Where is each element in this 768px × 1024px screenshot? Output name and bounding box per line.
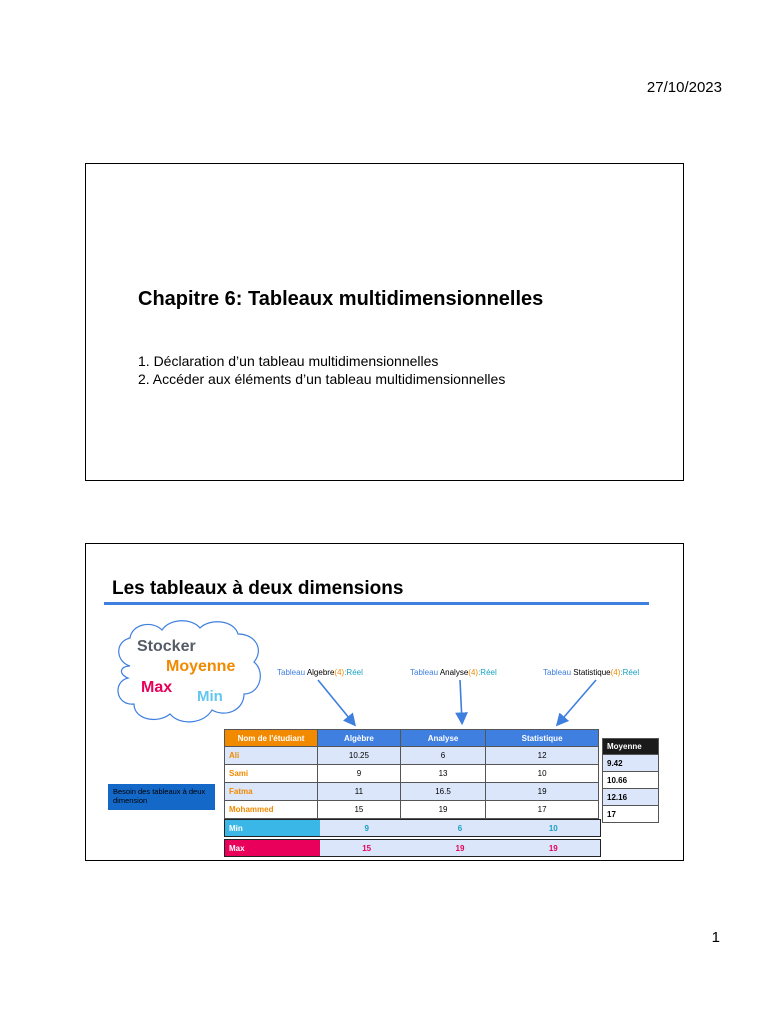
student-name: Ali — [225, 747, 318, 765]
moyenne-value: 12.16 — [603, 789, 659, 806]
min-analyse: 6 — [413, 820, 506, 836]
moyenne-value: 17 — [603, 806, 659, 823]
arrow-algebre-icon — [318, 680, 354, 724]
label-paren-close: ) — [341, 668, 345, 677]
cell-statistique: 19 — [486, 783, 599, 801]
slide-1 — [85, 163, 684, 481]
moyenne-table — [602, 738, 659, 823]
header-algebre: Algèbre — [318, 730, 401, 747]
cloud-word-min: Min — [197, 688, 223, 705]
arrow-statistique-icon — [558, 680, 596, 724]
header-date: 27/10/2023 — [646, 79, 722, 96]
moyenne-value: 10.66 — [603, 772, 659, 789]
student-name: Mohammed — [225, 801, 318, 819]
cell-algebre: 9 — [318, 765, 401, 783]
header-statistique: Statistique — [486, 730, 599, 747]
max-label: Max — [225, 840, 320, 856]
table-row — [225, 747, 599, 765]
min-label: Min — [225, 820, 320, 836]
page-number: 1 — [711, 929, 720, 946]
label-type: :Réel — [344, 668, 363, 677]
label-keyword: Tableau — [277, 668, 306, 677]
slide-1-item-1: 1. Déclaration d’un tableau multidimensionnelles — [138, 353, 439, 369]
cloud-word-moyenne: Moyenne — [166, 658, 236, 675]
min-algebre: 9 — [320, 820, 413, 836]
label-size: 4 — [470, 668, 476, 677]
label-paren-open: ( — [334, 668, 338, 677]
cell-algebre: 15 — [318, 801, 401, 819]
label-paren-close: ) — [617, 668, 621, 677]
cell-analyse: 16.5 — [400, 783, 485, 801]
table-header-row — [225, 730, 599, 747]
label-paren-open: ( — [468, 668, 471, 677]
label-paren-open: ( — [610, 668, 614, 677]
label-keyword: Tableau — [410, 668, 439, 677]
arrow-analyse-icon — [460, 680, 462, 722]
slide-1-item-2: 2. Accéder aux éléments d’un tableau multidimensionnelles — [138, 371, 506, 387]
label-size: 4 — [613, 668, 618, 677]
cell-statistique: 10 — [486, 765, 599, 783]
max-statistique: 19 — [507, 840, 600, 856]
cloud-word-stocker: Stocker — [137, 638, 196, 655]
note-box: Besoin des tableaux à deux dimension — [108, 784, 215, 810]
student-name: Fatma — [225, 783, 318, 801]
min-row — [224, 819, 601, 837]
label-name: Analyse — [439, 668, 469, 677]
cell-analyse: 19 — [400, 801, 485, 819]
max-algebre: 15 — [320, 840, 413, 856]
cell-statistique: 17 — [486, 801, 599, 819]
cell-statistique: 12 — [486, 747, 599, 765]
table-row — [225, 783, 599, 801]
cell-algebre: 11 — [318, 783, 401, 801]
slide-1-list — [138, 352, 505, 388]
slide-1-title: Chapitre 6: Tableaux multidimensionnelles — [138, 288, 544, 310]
slide-2-title: Les tableaux à deux dimensions — [112, 578, 404, 599]
table-row — [225, 801, 599, 819]
student-name: Sami — [225, 765, 318, 783]
max-row — [224, 839, 601, 857]
cloud-word-max: Max — [141, 679, 173, 696]
label-keyword: Tableau — [543, 668, 572, 677]
cell-analyse: 13 — [400, 765, 485, 783]
label-name: Algebre — [306, 668, 335, 677]
min-statistique: 10 — [507, 820, 600, 836]
label-type: :Réel — [478, 668, 497, 677]
moyenne-value: 9.42 — [603, 755, 659, 772]
label-type: :Réel — [620, 668, 640, 677]
cell-analyse: 6 — [400, 747, 485, 765]
header-analyse: Analyse — [400, 730, 485, 747]
table-row — [225, 765, 599, 783]
grades-table — [224, 729, 599, 819]
label-size: 4 — [337, 668, 342, 677]
slide-2 — [85, 543, 684, 861]
cell-algebre: 10.25 — [318, 747, 401, 765]
label-name: Statistique — [573, 668, 611, 677]
moyenne-header: Moyenne — [603, 739, 659, 755]
max-analyse: 19 — [413, 840, 506, 856]
header-nom: Nom de l'étudiant — [225, 730, 318, 747]
label-paren-close: ) — [475, 668, 479, 677]
